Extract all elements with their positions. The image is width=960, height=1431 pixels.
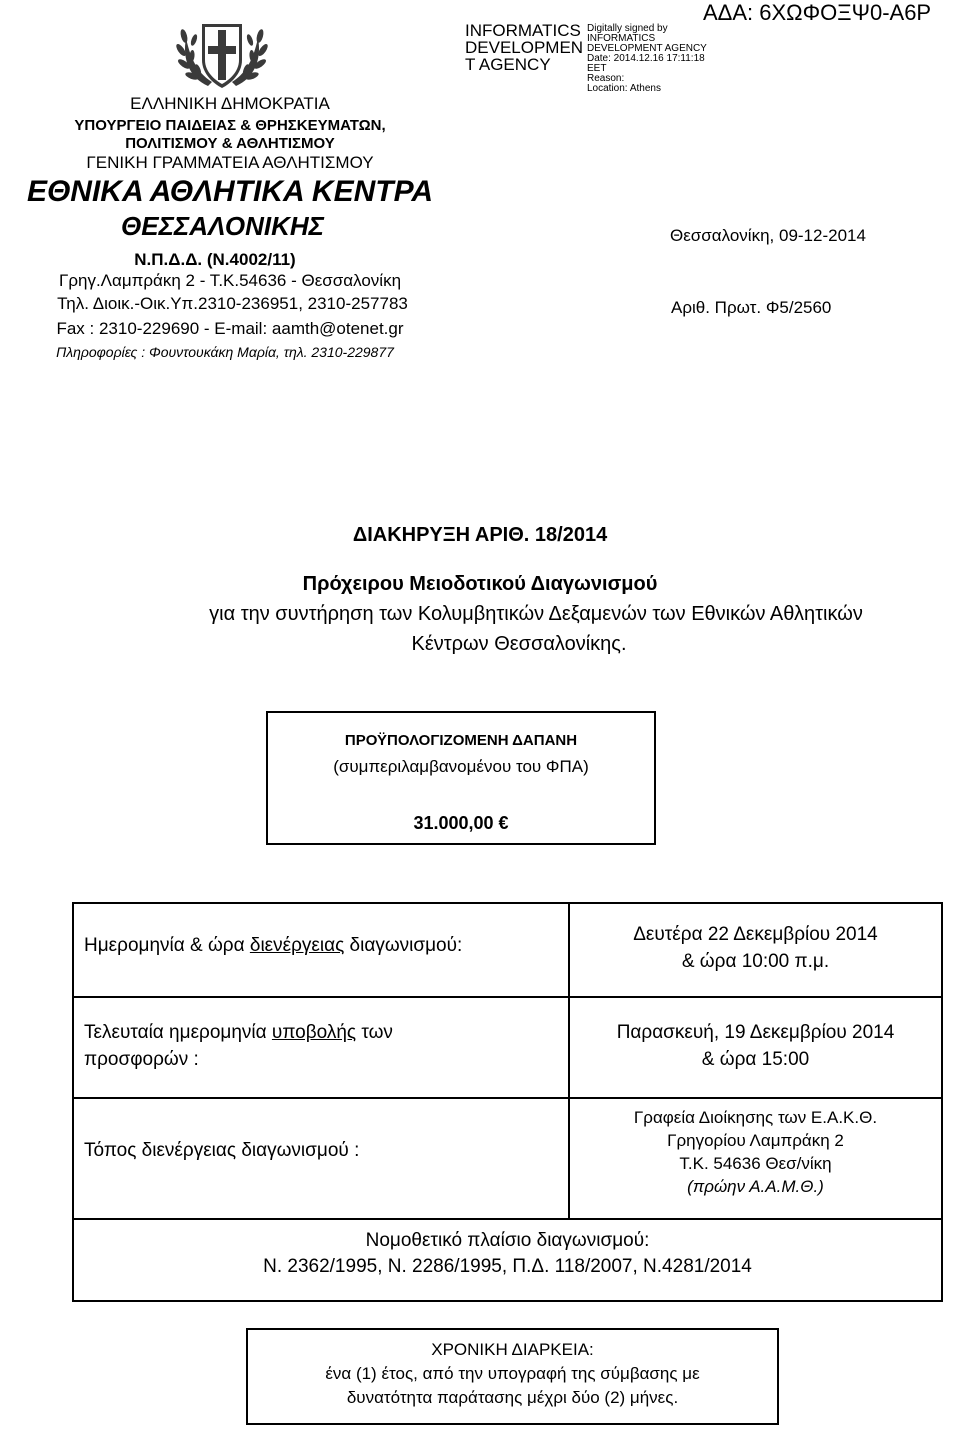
signer-line: DEVELOPMEN (465, 38, 584, 57)
coat-of-arms-emblem (168, 16, 276, 94)
row-submission-date-value-1: Παρασκευή, 19 Δεκεμβρίου 2014 (616, 1022, 895, 1043)
row-location-value-1: Γραφεία Διοίκησης των Ε.Α.Κ.Θ. (633, 1108, 878, 1127)
signature-details (587, 24, 707, 94)
label-text: Τελευταία ημερομηνία (84, 1022, 272, 1043)
row-submission-date-value-2: & ώρα 15:00 (701, 1049, 810, 1070)
address-line: Γρηγ.Λαμπράκη 2 - Τ.Κ.54636 - Θεσσαλονίκη (58, 271, 402, 290)
tender-description-line-2: Κέντρων Θεσσαλονίκης. (411, 633, 627, 655)
label-text: των (356, 1022, 393, 1043)
table-row-divider (72, 1097, 943, 1099)
table-bottom-border (72, 1300, 943, 1302)
phone-line: Τηλ. Διοικ.-Οικ.Υπ.2310-236951, 2310-257783 (57, 294, 408, 313)
place-date: Θεσσαλονίκη, 09-12-2014 (670, 226, 866, 245)
legal-framework-value: Ν. 2362/1995, Ν. 2286/1995, Π.Δ. 118/2007, Ν.4281/2014 (263, 1256, 752, 1277)
tender-description-line-1: για την συντήρηση των Κολυμβητικών Δεξαμενών των Εθνικών Αθλητικών (209, 603, 863, 625)
budget-note: (συμπεριλαμβανομένου του ΦΠΑ) (333, 757, 589, 776)
duration-label: ΧΡΟΝΙΚΗ ΔΙΑΡΚΕΙΑ: (431, 1340, 594, 1359)
budget-amount: 31.000,00 € (413, 813, 509, 833)
fax-email-line: Fax : 2310-229690 - E-mail: aamth@otenet.gr (56, 319, 404, 338)
signer-line: INFORMATICS (465, 21, 581, 40)
legal-form: Ν.Π.Δ.Δ. (Ν.4002/11) (134, 250, 296, 269)
signature-detail-line: DEVELOPMENT AGENCY (587, 43, 707, 54)
ministry-line-1: ΥΠΟΥΡΓΕΙΟ ΠΑΙΔΕΙΑΣ & ΘΡΗΣΚΕΥΜΑΤΩΝ, (74, 117, 386, 134)
duration-line-1: ένα (1) έτος, από την υπογραφή της σύμβασης με (325, 1364, 700, 1383)
row-location-label: Τόπος διενέργειας διαγωνισμού : (84, 1140, 360, 1161)
row-execution-date-label (84, 935, 462, 957)
label-text: Ημερομηνία & ώρα (84, 935, 250, 956)
label-underlined-text: υποβολής (271, 1022, 357, 1043)
table-row-divider (72, 996, 943, 998)
signature-detail-line: Digitally signed by (587, 23, 668, 34)
declaration-title: ΔΙΑΚΗΡΥΞΗ ΑΡΙΘ. 18/2014 (352, 524, 608, 546)
secretariat-heading: ΓΕΝΙΚΗ ΓΡΑΜΜΑΤΕΙΑ ΑΘΛΗΤΙΣΜΟΥ (86, 153, 374, 172)
signature-signer (465, 22, 583, 73)
protocol-number: Αριθ. Πρωτ. Φ5/2560 (671, 298, 832, 317)
row-execution-date-value-2: & ώρα 10:00 π.μ. (681, 951, 830, 972)
tender-subtitle: Πρόχειρου Μειοδοτικού Διαγωνισμού (302, 573, 658, 595)
label-underlined-text: διενέργειας (249, 935, 345, 956)
organization-name-line-1: ΕΘΝΙΚΑ ΑΘΛΗΤΙΚΑ ΚΕΝΤΡΑ (26, 175, 434, 208)
signature-detail-line: Reason: (587, 73, 625, 84)
budget-label: ΠΡΟΫΠΟΛΟΓΙΖΟΜΕΝΗ ΔΑΠΑΝΗ (344, 732, 578, 749)
information-contact: Πληροφορίες : Φουντουκάκη Μαρία, τηλ. 2310-229877 (56, 344, 394, 360)
signer-line: T AGENCY (465, 55, 551, 74)
row-submission-date-label-2: προσφορών : (84, 1049, 199, 1070)
row-location-value-4: (πρώην Α.Α.Μ.Θ.) (687, 1177, 824, 1196)
signature-detail-line: Date: 2014.12.16 17:11:18 (587, 53, 705, 64)
table-row-divider (72, 1218, 943, 1220)
row-location-value-2: Γρηγορίου Λαμπράκη 2 (667, 1131, 844, 1150)
duration-line-2: δυνατότητα παράτασης μέχρι δύο (2) μήνες. (346, 1388, 679, 1407)
row-execution-date-value-1: Δευτέρα 22 Δεκεμβρίου 2014 (633, 924, 878, 945)
organization-name-line-2: ΘΕΣΣΑΛΟΝΙΚΗΣ (121, 211, 324, 241)
label-text: διαγωνισμού: (344, 935, 463, 956)
legal-framework-label: Νομοθετικό πλαίσιο διαγωνισμού: (365, 1230, 650, 1251)
signature-detail-line: Location: Athens (587, 83, 661, 94)
ada-identifier: ΑΔΑ: 6ΧΩΦΟΞΨ0-Α6Ρ (703, 0, 932, 25)
republic-heading: ΕΛΛΗΝΙΚΗ ΔΗΜΟΚΡΑΤΙΑ (130, 94, 330, 113)
ministry-line-2: ΠΟΛΙΤΙΣΜΟΥ & ΑΘΛΗΤΙΣΜΟΥ (125, 135, 335, 152)
row-location-value-3: Τ.Κ. 54636 Θεσ/νίκη (679, 1154, 832, 1173)
signature-detail-line: INFORMATICS (587, 33, 656, 44)
signature-detail-line: EET (587, 63, 607, 74)
row-submission-date-label-1 (84, 1022, 393, 1044)
